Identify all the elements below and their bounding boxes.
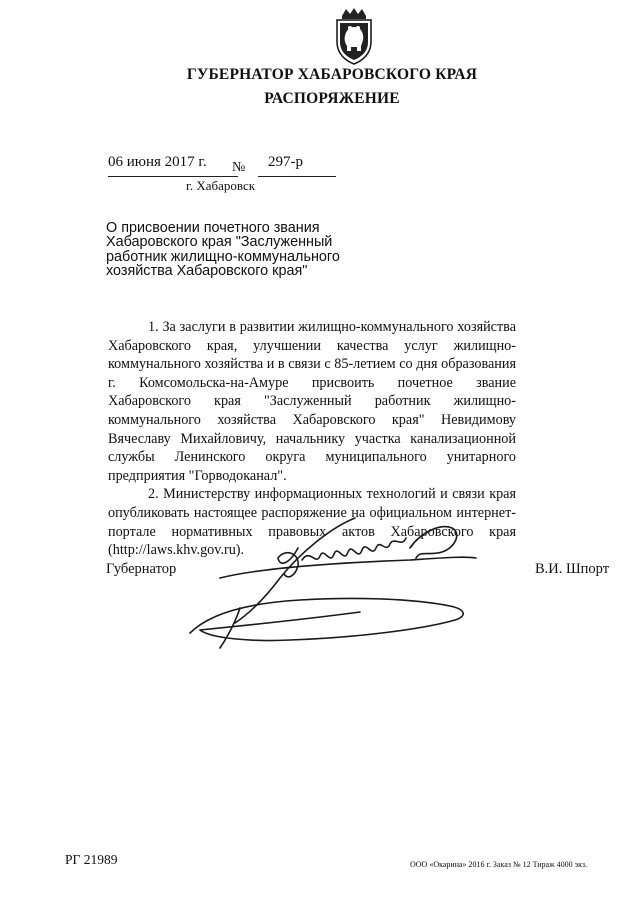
signatory-position: Губернатор <box>106 561 177 577</box>
document-type: РАСПОРЯЖЕНИЕ <box>264 90 400 107</box>
coat-of-arms-icon <box>328 6 380 66</box>
document-subject <box>106 221 346 279</box>
document-date: 06 июня 2017 г. <box>108 154 207 170</box>
body-paragraph: 2. Министерству информационных технологий и связи края опубликовать настоящее распоряжение на официальном интернет-портале нормативных правовых актов Хабаровского края (http://laws.khv.gov.ru). <box>108 486 516 559</box>
document-city: г. Хабаровск <box>186 178 256 193</box>
document-number: 297-р <box>268 154 303 170</box>
handwritten-signature <box>180 508 480 658</box>
signatory-name: В.И. Шпорт <box>535 561 610 577</box>
registration-number: РГ 21989 <box>65 852 118 867</box>
number-sign: № <box>232 160 246 175</box>
subject-line: О присвоении почетного звания <box>106 220 320 236</box>
subject-line: работник жилищно-коммунального <box>106 248 340 265</box>
subject-line: хозяйства Хабаровского края" <box>106 263 308 280</box>
issuer-title: ГУБЕРНАТОР ХАБАРОВСКОГО КРАЯ <box>186 66 478 83</box>
body-paragraph: 1. За заслуги в развитии жилищно-коммунального хозяйства Хабаровского края, улучшении качества услуг жилищно-коммунального хозяйства и в связи с 85-летием со дня образования г. Комсомольска-на-Амуре присвоить почетное звание Хабаровского края "Заслуженный работник жилищно-коммунального хозяйства Хабаровского края" Невидимову Вячеславу Михайловичу, начальнику участка канализационной службы Ленинского округа муниципального унитарного предприятия "Горводоканал". <box>108 319 516 484</box>
printer-imprint: ООО «Окарина» 2016 г. Заказ № 12 Тираж 4000 экз. <box>410 860 588 869</box>
subject-line: Хабаровского края "Заслуженный <box>106 234 333 251</box>
